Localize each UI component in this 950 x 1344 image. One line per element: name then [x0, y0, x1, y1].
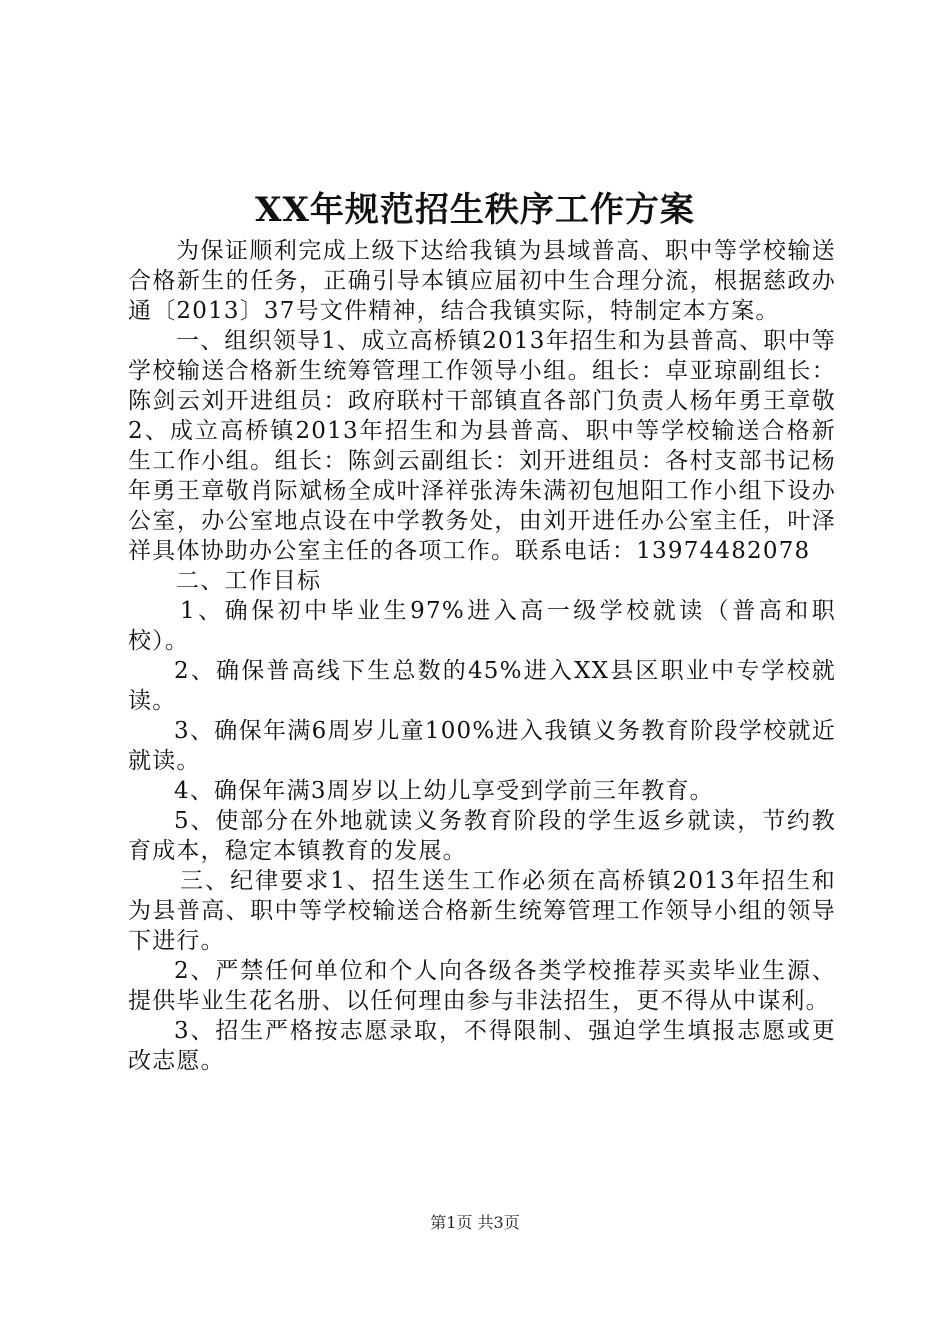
intro-paragraph: 为保证顺利完成上级下达给我镇为县域普高、职中等学校输送合格新生的任务，正确引导本镇应届初中生合理分流，根据慈政办通〔2013〕37号文件精神，结合我镇实际，特制定本方案。 — [128, 238, 836, 324]
goal-item-3: 3、确保年满6周岁儿童100%进入我镇义务教育阶段学校就近就读。 — [128, 718, 836, 774]
goal-item-4: 4、确保年满3周岁以上幼儿享受到学前三年教育。 — [174, 778, 714, 804]
page-number-footer: 第1页 共3页 — [430, 1213, 520, 1232]
discipline-item-2: 2、严禁任何单位和个人向各级各类学校推荐买卖毕业生源、提供毕业生花名册、以任何理由参与非法招生，更不得从中谋利。 — [128, 958, 836, 1014]
goal-item-5: 5、使部分在外地就读义务教育阶段的学生返乡就读，节约教育成本，稳定本镇教育的发展。 — [128, 808, 836, 864]
section-organization-paragraph: 一、组织领导1、成立高桥镇2013年招生和为县普高、职中等学校输送合格新生统筹管理工作领导小组。组长：卓亚琼副组长：陈剑云刘开进组员：政府联村干部镇直各部门负责人杨年勇王章敬2、成立高桥镇2013年招生和为县普高、职中等学校输送合格新生工作小组。组长：陈剑云副组长：刘开进组员：各村支部书记杨年勇王章敬肖际斌杨全成叶泽祥张涛朱满初包旭阳工作小组下设办公室，办公室地点设在中学教务处，由刘开进任办公室主任，叶泽祥具体协助办公室主任的各项工作。联系电话：13974482078 — [128, 328, 836, 564]
discipline-item-3: 3、招生严格按志愿录取，不得限制、强迫学生填报志愿或更改志愿。 — [128, 1018, 836, 1074]
section-discipline-paragraph: 三、纪律要求1、招生送生工作必须在高桥镇2013年招生和为县普高、职中等学校输送合格新生统筹管理工作领导小组的领导下进行。 — [128, 868, 836, 954]
document-title: XX年规范招生秩序工作方案 — [255, 190, 695, 230]
goal-item-2: 2、确保普高线下生总数的45%进入XX县区职业中专学校就读。 — [128, 658, 836, 714]
document-body — [128, 236, 836, 1076]
goal-item-1: 1、确保初中毕业生97%进入高一级学校就读（普高和职校）。 — [128, 598, 836, 654]
section-goals-heading: 二、工作目标 — [176, 568, 322, 594]
